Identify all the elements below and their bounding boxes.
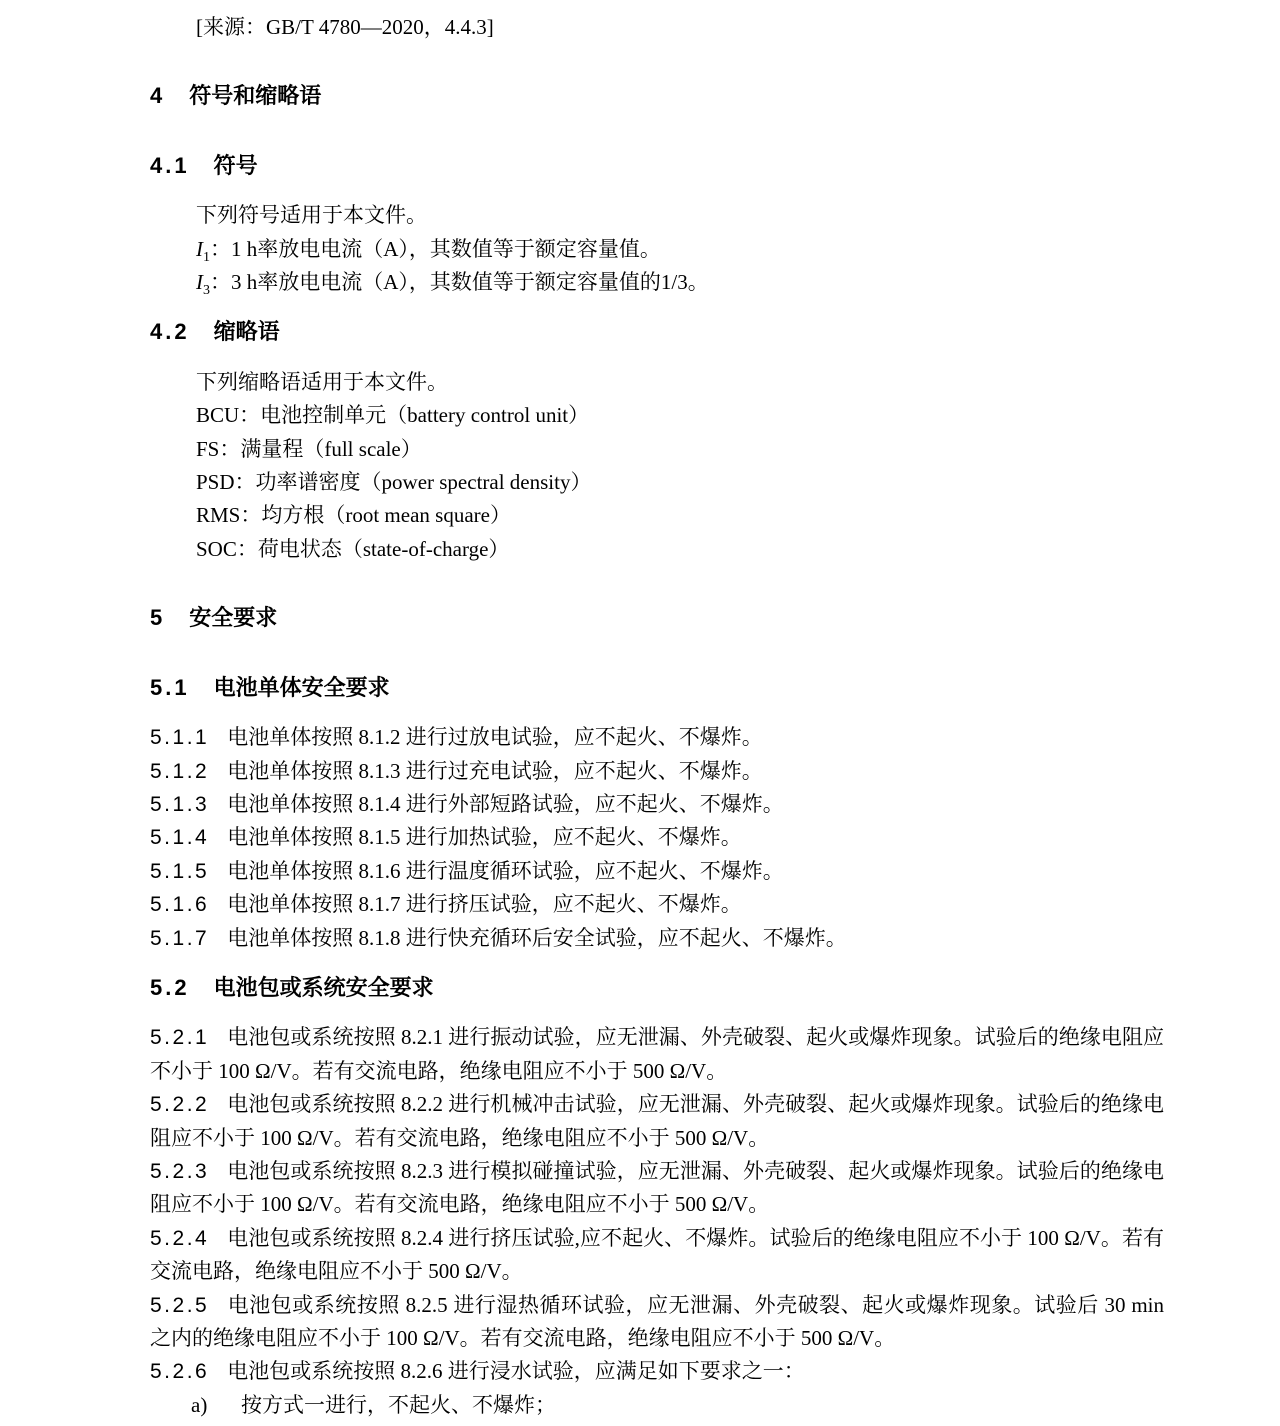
list-item-a [150,1389,1164,1422]
clause-5-1-2 [150,755,1164,788]
section-5-title: 安全要求 [189,605,278,631]
clause-5-1-5 [150,855,1164,888]
clause-5-2-4-text: 电池包或系统按照 8.2.4 进行挤压试验,应不起火、不爆炸。试验后的绝缘电阻应不小于 100 Ω/V。若有交流电路，绝缘电阻应不小于 500 Ω/V。 [150,1225,1164,1284]
clause-5-2-1 [150,1021,1164,1088]
clause-5-1-7-text: 电池单体按照 8.1.8 进行快充循环后安全试验，应不起火、不爆炸。 [227,925,847,950]
symbol-definition-i3 [150,266,1164,299]
clause-5-2-1-text: 电池包或系统按照 8.2.1 进行振动试验，应无泄漏、外壳破裂、起火或爆炸现象。试验后的绝缘电阻应不小于 100 Ω/V。若有交流电路，绝缘电阻应不小于 500 Ω/V。 [150,1025,1164,1083]
clause-5-2-4-number: 5.2.4 [150,1226,210,1250]
symbol-i1-subscript: 1 [203,249,210,265]
clause-5-1-5-number: 5.1.5 [150,859,210,883]
abbreviations-intro: 下列缩略语适用于本文件。 [196,369,448,394]
symbol-i3-description: ：3 h率放电电流（A），其数值等于额定容量值的1/3。 [210,270,709,295]
clause-5-1-6-number: 5.1.6 [150,893,210,917]
abbreviation-bcu: BCU：电池控制单元（battery control unit） [196,403,590,428]
section-4-heading [150,79,1164,112]
section-4-2-title: 缩略语 [213,319,280,345]
section-4-title: 符号和缩略语 [189,83,322,109]
clause-5-2-3-text: 电池包或系统按照 8.2.3 进行模拟碰撞试验，应无泄漏、外壳破裂、起火或爆炸现象。试验后的绝缘电阻应不小于 100 Ω/V。若有交流电路，绝缘电阻应不小于 500 Ω/V。 [150,1158,1164,1217]
section-4-1-number: 4.1 [150,152,190,178]
clause-5-1-7 [150,922,1164,955]
section-5-2-number: 5.2 [150,974,190,1000]
symbol-i3-subscript: 3 [203,283,210,299]
clause-5-1-5-text: 电池单体按照 8.1.6 进行温度循环试验，应不起火、不爆炸。 [227,858,784,883]
list-item-a-marker: a) [191,1392,208,1417]
clause-5-2-6-text: 电池包或系统按照 8.2.6 进行浸水试验，应满足如下要求之一： [227,1359,805,1384]
section-5-2-title: 电池包或系统安全要求 [213,974,434,1000]
clause-5-1-1 [150,721,1164,754]
section-5-1-title: 电池单体安全要求 [213,674,390,700]
clause-5-2-3 [150,1155,1164,1222]
section-4-number: 4 [150,83,166,109]
section-5-number: 5 [150,605,166,631]
section-5-2-heading [150,971,1164,1004]
clause-5-1-3-text: 电池单体按照 8.1.4 进行外部短路试验，应不起火、不爆炸。 [227,791,784,816]
clause-5-2-2-number: 5.2.2 [150,1093,210,1117]
clause-5-1-4-text: 电池单体按照 8.1.5 进行加热试验，应不起火、不爆炸。 [227,825,742,850]
clause-5-1-2-text: 电池单体按照 8.1.3 进行过充电试验，应不起火、不爆炸。 [227,758,763,783]
clause-5-1-1-number: 5.1.1 [150,726,210,750]
clause-5-2-3-number: 5.2.3 [150,1159,210,1183]
symbol-definition-i1 [150,233,1164,266]
clause-5-1-1-text: 电池单体按照 8.1.2 进行过放电试验，应不起火、不爆炸。 [227,725,763,750]
clause-5-1-7-number: 5.1.7 [150,926,210,950]
clause-5-2-6 [150,1355,1164,1388]
clause-5-1-3 [150,788,1164,821]
section-4-2-heading [150,315,1164,348]
clause-5-1-4 [150,821,1164,854]
clause-5-2-2 [150,1088,1164,1155]
clause-5-1-2-number: 5.1.2 [150,759,210,783]
section-4-1-title: 符号 [213,152,258,178]
clause-5-1-4-number: 5.1.4 [150,826,210,850]
clause-5-2-2-text: 电池包或系统按照 8.2.2 进行机械冲击试验，应无泄漏、外壳破裂、起火或爆炸现象。试验后的绝缘电阻应不小于 100 Ω/V。若有交流电路，绝缘电阻应不小于 500 Ω/V。 [150,1092,1164,1150]
clause-5-1-3-number: 5.1.3 [150,792,210,816]
clause-5-2-5 [150,1289,1164,1356]
section-5-1-heading [150,671,1164,704]
abbreviation-soc: SOC：荷电状态（state-of-charge） [196,536,510,561]
section-4-1-heading [150,149,1164,182]
section-5-1-number: 5.1 [150,674,190,700]
clause-5-2-5-number: 5.2.5 [150,1293,210,1317]
list-item-a-text: 按方式一进行，不起火、不爆炸； [241,1392,556,1417]
symbol-i1-description: ：1 h率放电电流（A），其数值等于额定容量值。 [210,236,661,261]
section-4-2-number: 4.2 [150,319,190,345]
clause-5-1-6-text: 电池单体按照 8.1.7 进行挤压试验，应不起火、不爆炸。 [227,892,742,917]
symbol-i1-base: I [196,236,203,261]
clause-5-1-6 [150,888,1164,921]
abbreviation-psd: PSD：功率谱密度（power spectral density） [196,470,592,495]
symbol-i3-base: I [196,270,203,295]
section-5-heading [150,601,1164,634]
clause-5-2-6-number: 5.2.6 [150,1360,210,1384]
clause-5-2-4 [150,1222,1164,1289]
clause-5-2-1-number: 5.2.1 [150,1026,210,1050]
abbreviation-fs: FS：满量程（full scale） [196,436,422,461]
symbols-intro: 下列符号适用于本文件。 [196,203,427,228]
clause-5-2-5-text: 电池包或系统按照 8.2.5 进行湿热循环试验，应无泄漏、外壳破裂、起火或爆炸现象。试验后 30 min 之内的绝缘电阻应不小于 100 Ω/V。若有交流电路，绝缘电阻应不小于 500 Ω/V。 [150,1292,1164,1350]
source-note: [来源：GB/T 4780—2020，4.4.3] [196,15,494,39]
abbreviation-rms: RMS：均方根（root mean square） [196,503,511,528]
